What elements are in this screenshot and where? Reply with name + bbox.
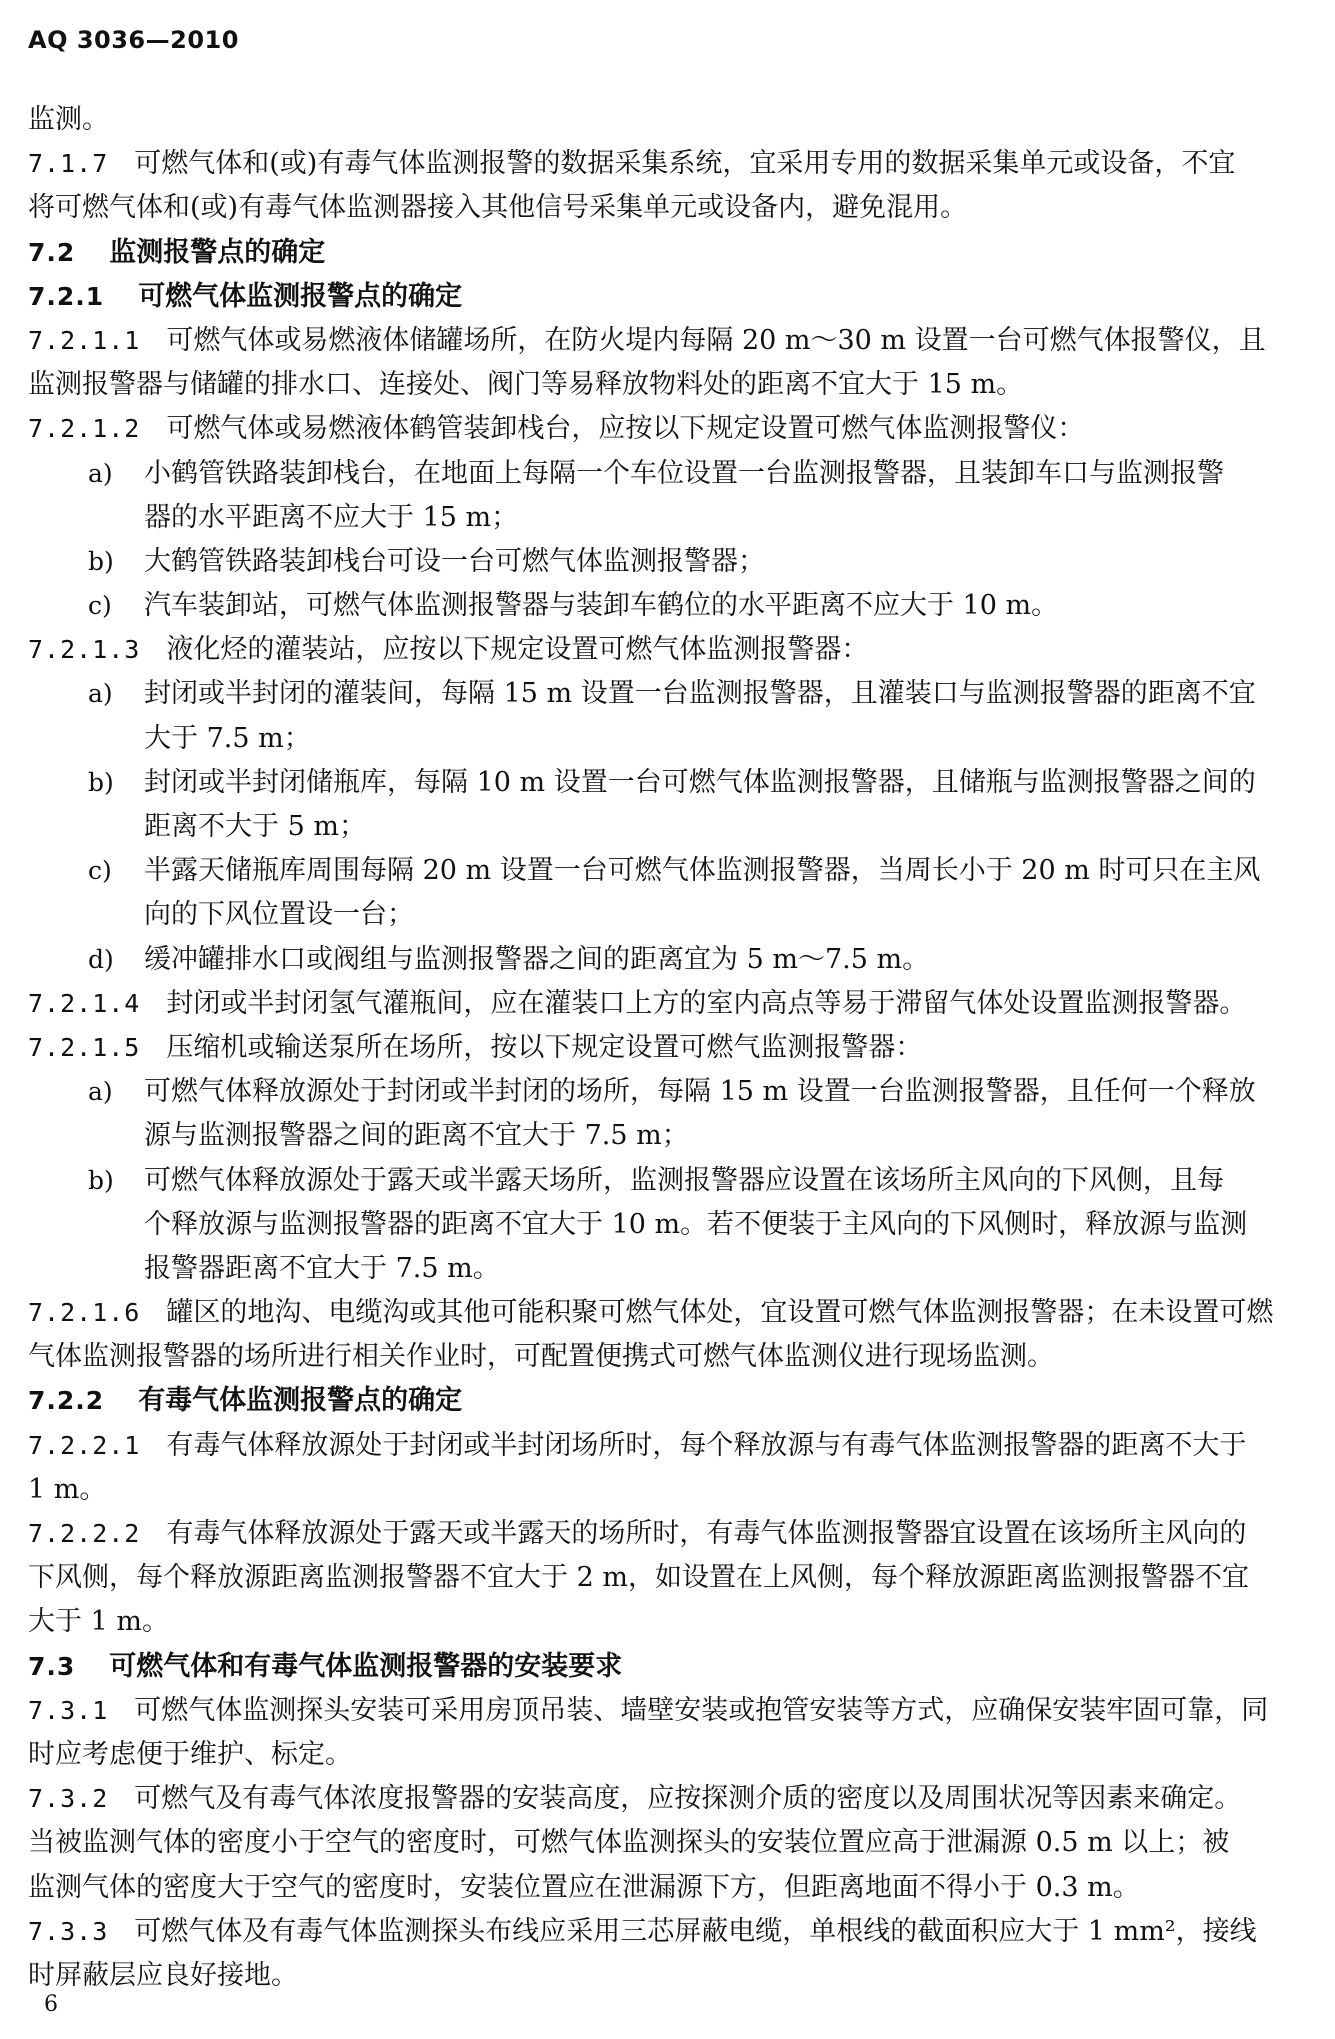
clause-number: 7.3.1 [28,1695,109,1725]
text-line [28,1335,1310,1379]
text-line [28,805,1310,849]
line-text: 封闭或半封闭的灌装间，每隔 15 m 设置一台监测报警器，且灌装口与监测报警器的距离不宜 [144,678,1256,710]
clause-number: 7.3.2 [28,1784,109,1814]
line-text: 有毒气体释放源处于封闭或半封闭场所时，每个释放源与有毒气体监测报警器的距离不大于 [166,1429,1247,1461]
clause-number: 7.3 [28,1651,76,1681]
line-text: 半露天储瓶库周围每隔 20 m 设置一台可燃气体监测报警器，当周长小于 20 m 时可只在主风 [144,855,1261,887]
list-item [28,540,1310,584]
line-text: 时应考虑便于维护、标定。 [28,1738,352,1770]
section-heading [28,1645,1310,1689]
line-text: 1 m。 [28,1473,107,1505]
text-line [28,1424,1310,1468]
clause-number: 7.2.2.2 [28,1519,141,1548]
text-line [28,186,1310,230]
text-line [28,1203,1310,1247]
list-item [28,761,1310,805]
line-text: 大于 1 m。 [28,1606,169,1638]
clause-number: 7.3.3 [28,1916,109,1946]
list-label: d) [88,944,114,974]
document-body [28,98,1310,1998]
line-text: 可燃气体监测探头安装可采用房顶吊装、墙壁安装或抱管安装等方式，应确保安装牢固可靠，同 [134,1694,1269,1726]
list-item [28,938,1310,982]
line-text: 液化烃的灌装站，应按以下规定设置可燃气体监测报警器： [166,634,869,666]
list-label: c) [88,856,112,886]
line-text: 缓冲罐排水口或阀组与监测报警器之间的距离宜为 5 m～7.5 m。 [144,943,930,975]
clause-number: 7.1.7 [28,149,109,179]
text-line [28,1114,1310,1158]
line-text: 监测报警器与储罐的排水口、连接处、阀门等易释放物料处的距离不宜大于 15 m。 [28,369,1024,401]
list-label: b) [88,546,114,576]
list-label: b) [88,767,114,797]
text-line [28,142,1310,186]
list-item [28,1070,1310,1114]
text-line [28,1821,1310,1865]
text-line [28,1733,1310,1777]
list-label: a) [88,458,113,488]
text-line [28,1689,1310,1733]
clause-number: 7.2.1.4 [28,988,141,1018]
text-line [28,982,1310,1026]
line-text: 可燃气体监测报警点的确定 [138,280,463,312]
list-item [28,849,1310,893]
text-line [28,496,1310,540]
line-text: 可燃气体释放源处于露天或半露天场所，监测报警器应设置在该场所主风向的下风侧，且每 [144,1164,1224,1196]
standard-code-header: AQ 3036—2010 [28,26,239,54]
line-text: 有毒气体监测报警点的确定 [138,1385,463,1417]
text-line [28,1291,1310,1335]
line-text: 罐区的地沟、电缆沟或其他可能积聚可燃气体处，宜设置可燃气体监测报警器；在未设置可燃 [166,1297,1274,1329]
line-text: 监测。 [28,104,109,135]
text-line [28,1777,1310,1821]
line-text: 时屏蔽层应良好接地。 [28,1959,298,1991]
text-line [28,407,1310,451]
list-label: c) [88,591,112,621]
page-number: 6 [44,1992,58,2017]
clause-number: 7.2.1.3 [28,635,141,665]
line-text: 可燃气体和有毒气体监测报警器的安装要求 [109,1650,623,1682]
line-text: 报警器距离不宜大于 7.5 m。 [144,1252,500,1284]
clause-number: 7.2.2 [28,1386,105,1416]
text-line [28,1468,1310,1512]
line-text: 下风侧，每个释放源距离监测报警器不宜大于 2 m，如设置在上风侧，每个释放源距离监测报警器不宜 [28,1562,1249,1594]
line-text: 个释放源与监测报警器的距离不宜大于 10 m。若不便装于主风向的下风侧时，释放源与监测 [144,1208,1248,1240]
line-text: 监测气体的密度大于空气的密度时，安装位置应在泄漏源下方，但距离地面不得小于 0.3 m。 [28,1871,1140,1903]
clause-number: 7.2 [28,237,76,267]
list-label: a) [88,679,113,709]
line-text: 可燃气体和(或)有毒气体监测报警的数据采集系统，宜采用专用的数据采集单元或设备，不宜 [134,148,1236,180]
section-heading [28,231,1310,275]
text-line [28,98,1310,142]
line-text: 可燃气体或易燃液体鹤管装卸栈台，应按以下规定设置可燃气体监测报警仪： [166,413,1085,445]
text-line [28,893,1310,937]
section-heading [28,1379,1310,1423]
text-line [28,1910,1310,1954]
text-line [28,1600,1310,1644]
list-item [28,452,1310,496]
line-text: 可燃气及有毒气体浓度报警器的安装高度，应按探测介质的密度以及周围状况等因素来确定。 [134,1783,1242,1815]
text-line [28,363,1310,407]
text-line [28,1026,1310,1070]
section-heading [28,275,1310,319]
clause-number: 7.2.1.1 [28,325,141,355]
line-text: 向的下风位置设一台； [144,899,414,931]
list-item [28,672,1310,716]
text-line [28,1866,1310,1910]
clause-number: 7.2.1.5 [28,1032,141,1062]
line-text: 当被监测气体的密度小于空气的密度时，可燃气体监测探头的安装位置应高于泄漏源 0.5 m 以上；被 [28,1827,1230,1859]
line-text: 可燃气体或易燃液体储罐场所，在防火堤内每隔 20 m～30 m 设置一台可燃气体报警仪，且 [166,324,1266,356]
clause-number: 7.2.1.2 [28,414,141,444]
clause-number: 7.2.1.6 [28,1298,141,1328]
line-text: 大于 7.5 m； [144,722,311,754]
text-line [28,1512,1310,1556]
line-text: 距离不大于 5 m； [144,811,366,842]
text-line [28,1247,1310,1291]
clause-number: 7.2.2.1 [28,1430,141,1460]
text-line [28,1954,1310,1998]
line-text: 可燃气体及有毒气体监测探头布线应采用三芯屏蔽电缆，单根线的截面积应大于 1 mm²，接线 [134,1915,1257,1947]
line-text: 封闭或半封闭储瓶库，每隔 10 m 设置一台可燃气体监测报警器，且储瓶与监测报警器之间的 [144,766,1256,798]
text-line [28,319,1310,363]
line-text: 器的水平距离不应大于 15 m； [144,501,519,533]
text-line [28,717,1310,761]
line-text: 监测报警点的确定 [109,236,326,268]
clause-number: 7.2.1 [28,281,105,311]
list-label: a) [88,1077,113,1107]
line-text: 压缩机或输送泵所在场所，按以下规定设置可燃气监测报警器： [166,1031,923,1063]
text-line [28,1556,1310,1600]
line-text: 将可燃气体和(或)有毒气体监测器接入其他信号采集单元或设备内，避免混用。 [28,192,968,224]
line-text: 封闭或半封闭氢气灌瓶间，应在灌装口上方的室内高点等易于滞留气体处设置监测报警器。 [166,987,1247,1019]
line-text: 气体监测报警器的场所进行相关作业时，可配置便携式可燃气体监测仪进行现场监测。 [28,1341,1054,1373]
line-text: 源与监测报警器之间的距离不宜大于 7.5 m； [144,1120,689,1152]
line-text: 汽车装卸站，可燃气体监测报警器与装卸车鹤位的水平距离不应大于 10 m。 [144,590,1059,622]
list-item [28,584,1310,628]
list-item [28,1159,1310,1203]
line-text: 大鹤管铁路装卸栈台可设一台可燃气体监测报警器； [144,545,765,577]
text-line [28,628,1310,672]
line-text: 有毒气体释放源处于露天或半露天的场所时，有毒气体监测报警器宜设置在该场所主风向的 [166,1518,1247,1549]
line-text: 可燃气体释放源处于封闭或半封闭的场所，每隔 15 m 设置一台监测报警器，且任何一个释放 [144,1076,1256,1108]
line-text: 小鹤管铁路装卸栈台，在地面上每隔一个车位设置一台监测报警器，且装卸车口与监测报警 [144,457,1224,489]
list-label: b) [88,1165,114,1195]
